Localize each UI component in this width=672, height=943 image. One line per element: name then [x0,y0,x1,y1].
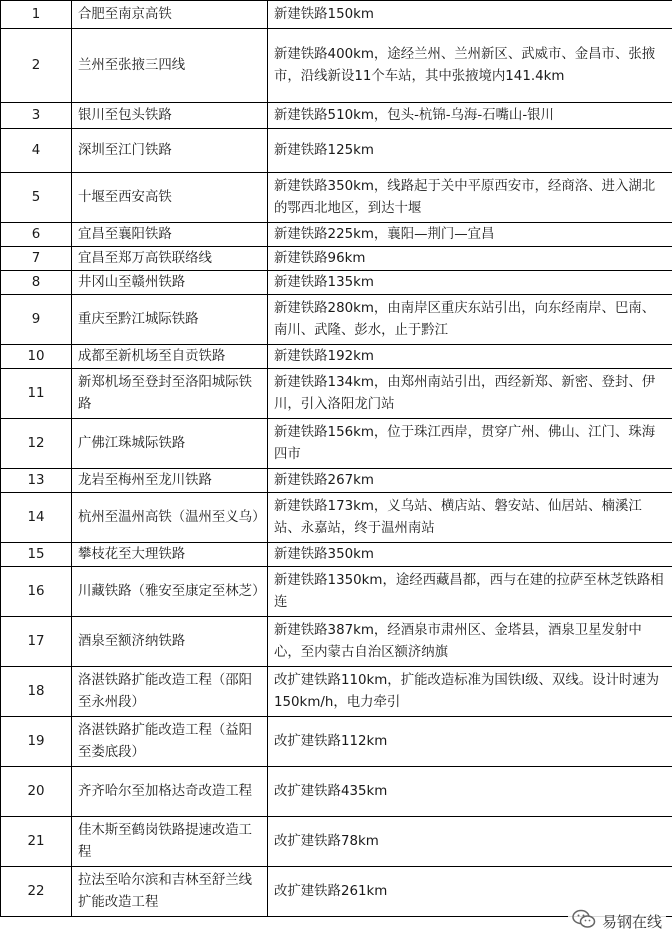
table-row [1,469,672,493]
wechat-icon [572,909,596,933]
table-row [1,419,672,469]
row-number: 12 [1,419,72,469]
project-description: 新建铁路1350km，途经西藏昌都，西与在建的拉萨至林芝铁路相连 [268,567,672,617]
project-name: 新郑机场至登封至洛阳城际铁路 [72,369,268,419]
project-name: 银川至包头铁路 [72,103,268,129]
project-name: 井冈山至赣州铁路 [72,271,268,295]
project-name: 成都至新机场至自贡铁路 [72,345,268,369]
project-name: 佳木斯至鹤岗铁路提速改造工程 [72,817,268,867]
table-row [1,223,672,247]
table-row [1,567,672,617]
row-number: 19 [1,717,72,767]
project-description: 改扩建铁路261km [268,867,672,917]
project-description: 改扩建铁路110km，扩能改造标准为国铁Ⅰ级、双线。设计时速为150km/h，电力牵引 [268,667,672,717]
project-description: 新建铁路387km，经酒泉市肃州区、金塔县，酒泉卫星发射中心，至内蒙古自治区额济纳旗 [268,617,672,667]
project-description: 新建铁路350km，线路起于关中平原西安市，经商洛、进入湖北的鄂西北地区，到达十堰 [268,173,672,223]
table-row [1,271,672,295]
row-number: 9 [1,295,72,345]
project-name: 洛湛铁路扩能改造工程（邵阳至永州段） [72,667,268,717]
project-description: 新建铁路96km [268,247,672,271]
row-number: 20 [1,767,72,817]
row-number: 4 [1,129,72,173]
table-row [1,369,672,419]
project-name: 重庆至黔江城际铁路 [72,295,268,345]
project-name: 宜昌至襄阳铁路 [72,223,268,247]
table-row [1,103,672,129]
row-number: 8 [1,271,72,295]
row-number: 2 [1,29,72,103]
table-row [1,1,672,29]
project-name: 川藏铁路（雅安至康定至林芝） [72,567,268,617]
table-row [1,173,672,223]
project-description: 新建铁路156km，位于珠江西岸，贯穿广州、佛山、江门、珠海四市 [268,419,672,469]
table-row [1,767,672,817]
project-name: 酒泉至额济纳铁路 [72,617,268,667]
table-row [1,717,672,767]
watermark [568,907,666,935]
row-number: 17 [1,617,72,667]
project-description: 改扩建铁路112km [268,717,672,767]
watermark-text: 易钢在线 [601,912,662,931]
row-number: 14 [1,493,72,543]
table-row [1,667,672,717]
table-row [1,345,672,369]
row-number: 5 [1,173,72,223]
project-name: 拉法至哈尔滨和吉林至舒兰线扩能改造工程 [72,867,268,917]
project-name: 龙岩至梅州至龙川铁路 [72,469,268,493]
project-description: 新建铁路134km，由郑州南站引出，西经新郑、新密、登封、伊川，引入洛阳龙门站 [268,369,672,419]
row-number: 7 [1,247,72,271]
project-description: 新建铁路225km，襄阳—荆门—宜昌 [268,223,672,247]
table-row [1,617,672,667]
project-description: 新建铁路510km，包头-杭锦-乌海-石嘴山-银川 [268,103,672,129]
table-row [1,493,672,543]
row-number: 16 [1,567,72,617]
project-description: 新建铁路267km [268,469,672,493]
table-row [1,247,672,271]
table-row [1,129,672,173]
row-number: 10 [1,345,72,369]
project-name: 广佛江珠城际铁路 [72,419,268,469]
row-number: 3 [1,103,72,129]
table-row [1,817,672,867]
row-number: 1 [1,1,72,29]
row-number: 21 [1,817,72,867]
project-description: 改扩建铁路78km [268,817,672,867]
project-description: 新建铁路280km，由南岸区重庆东站引出，向东经南岸、巴南、南川、武隆、彭水，止于黔江 [268,295,672,345]
project-name: 攀枝花至大理铁路 [72,543,268,567]
project-name: 洛湛铁路扩能改造工程（益阳至娄底段） [72,717,268,767]
project-description: 新建铁路125km [268,129,672,173]
table-row [1,295,672,345]
project-description: 新建铁路192km [268,345,672,369]
row-number: 13 [1,469,72,493]
row-number: 6 [1,223,72,247]
row-number: 18 [1,667,72,717]
table-row [1,543,672,567]
project-description: 新建铁路400km，途经兰州、兰州新区、武威市、金昌市、张掖市，沿线新设11个车站，其中张掖境内141.4km [268,29,672,103]
row-number: 22 [1,867,72,917]
row-number: 15 [1,543,72,567]
project-name: 十堰至西安高铁 [72,173,268,223]
project-description: 新建铁路173km，义乌站、横店站、磐安站、仙居站、楠溪江站、永嘉站，终于温州南站 [268,493,672,543]
project-name: 深圳至江门铁路 [72,129,268,173]
project-description: 新建铁路150km [268,1,672,29]
table-row [1,29,672,103]
project-description: 新建铁路135km [268,271,672,295]
project-name: 宜昌至郑万高铁联络线 [72,247,268,271]
project-name: 兰州至张掖三四线 [72,29,268,103]
project-name: 杭州至温州高铁（温州至义乌） [72,493,268,543]
project-name: 齐齐哈尔至加格达奇改造工程 [72,767,268,817]
row-number: 11 [1,369,72,419]
project-name: 合肥至南京高铁 [72,1,268,29]
project-description: 新建铁路350km [268,543,672,567]
project-description: 改扩建铁路435km [268,767,672,817]
